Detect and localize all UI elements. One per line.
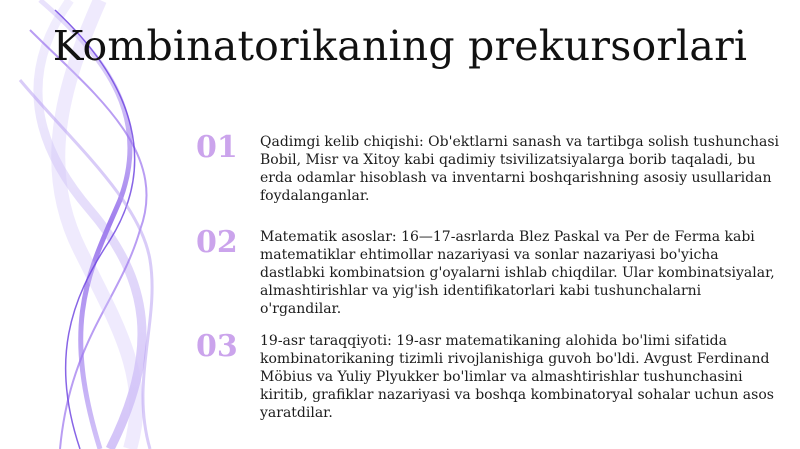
item-number: 03 [196,329,238,364]
item-text: 19-asr taraqqiyoti: 19-asr matematikaning alohida bo'limi sifatida kombinatorikaning tizimli rivojlanishiga guvoh bo'ldi. Avgust Ferdinand Möbius va Yuliy Plyukker bo'limlar va almashtirishlar tushunchasini kiritib, grafiklar nazariyasi va boshqa kombinatoryal sohalar uchun asos yaratdilar. [260,333,774,421]
item-text: Qadimgi kelib chiqishi: Ob'ektlarni sanash va tartibga solish tushunchasi Bobil, Misr va Xitoy kabi qadimiy tsivilizatsiyalarga borib taqaladi, bu erda odamlar hisoblash va inventarni boshqarishning asosiy usullaridan foydalanganlar. [260,134,780,204]
item-text: Matematik asoslar: 16—17-asrlarda Blez Paskal va Per de Ferma kabi matematiklar ehtimollar nazariyasi va sonlar nazariyasi bo'yicha dastlabki kombinatsion g'oyalarni ishlab chiqdilar. Ular kombinatsiyalar, almashtirishlar va yig'ish identifikatorlari kabi tushunchalarni o'rgandilar. [260,229,775,317]
slide-title: Kombinatorikaning prekursorlari [52,22,748,70]
item-number: 01 [196,130,238,165]
item-number: 02 [196,225,238,260]
